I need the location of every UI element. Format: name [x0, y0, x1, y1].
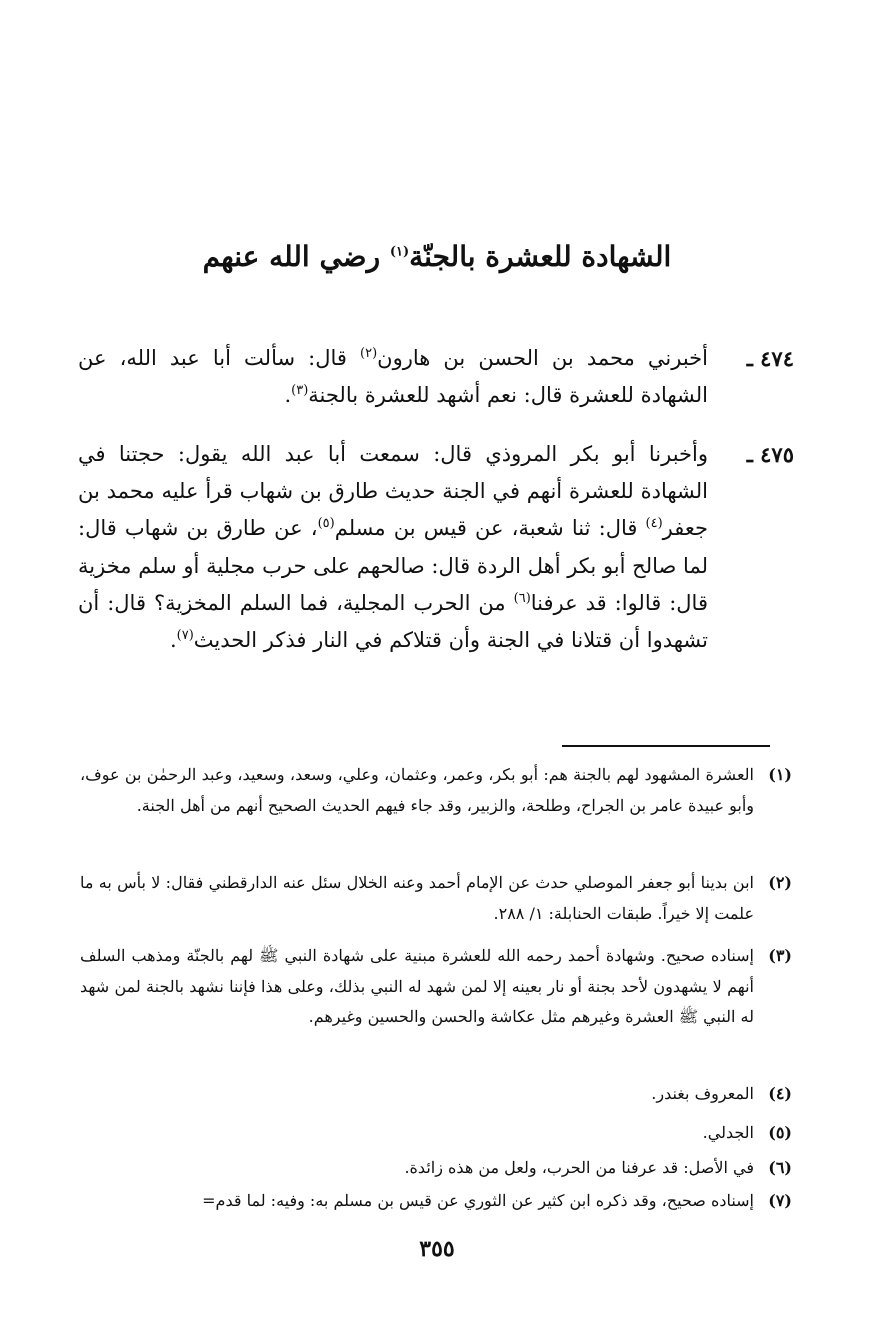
footnote-mark: (٢) [768, 873, 792, 892]
chapter-title-suffix: رضي الله عنهم [202, 240, 390, 273]
footnote-mark: (١) [768, 765, 792, 784]
entry-text-part: من الحرب المجلية، فما السلم المخزية؟ قال: أن تشهدوا أن قتلانا في الجنة وأن قتلاكم في النار فذكر الحديث [78, 590, 708, 653]
footnote-ref-6: (٦) [513, 590, 531, 606]
entry-number: ٤٧٤ ـ [746, 346, 794, 371]
chapter-title [120, 232, 754, 282]
footnote-mark: (٦) [768, 1158, 792, 1177]
footnote-7 [80, 1186, 792, 1217]
entry-text-part: أخبرني محمد بن الحسن بن هارون [377, 346, 708, 370]
footnote-ref-3: (٣) [291, 383, 309, 399]
entry-text-part: . [284, 383, 292, 408]
entry-text-part: وأخبرنا أبو بكر المروذي قال: سمعت أبا عبد الله يقول: حجتنا في الشهادة للعشرة أنهم في الجنة حديث طارق بن شهاب قرأ عليه محمد بن جعفر [78, 442, 708, 541]
footnote-ref-7: (٧) [176, 628, 194, 644]
footnote-text: الجدلي. [702, 1123, 754, 1142]
footnote-text: إسناده صحيح، وقد ذكره ابن كثير عن الثوري عن قيس بن مسلم به: وفيه: لما قدم= [202, 1191, 754, 1210]
entry-text [78, 340, 708, 414]
entry-number: ٤٧٥ ـ [746, 442, 794, 467]
footnote-ref-5: (٥) [317, 516, 335, 532]
entry-text-part: قال: ثنا شعبة، عن قيس بن مسلم [334, 516, 646, 541]
footnote-ref-2: (٢) [360, 346, 378, 361]
page-number: ٣٥٥ [419, 1236, 455, 1262]
footnote-1 [80, 760, 792, 821]
footnote-text: ابن بدينا أبو جعفر الموصلي حدث عن الإمام أحمد وعنه الخلال سئل عنه الدارقطني فقال: لا بأس به ما علمت إلا خيراً. طبقات الحنابلة: ١/ ٢٨٨. [80, 873, 754, 923]
footnote-mark: (٣) [768, 946, 792, 965]
footnote-mark: (٥) [768, 1123, 792, 1142]
footnote-text: في الأصل: قد عرفنا من الحرب، ولعل من هذه زائدة. [404, 1158, 754, 1177]
footnote-3 [80, 941, 792, 1033]
footnote-2 [80, 868, 792, 929]
footnote-text: العشرة المشهود لهم بالجنة هم: أبو بكر، وعمر، وعثمان، وعلي، وسعد، وسعيد، وعبد الرحمٰن بن عوف، وأبو عبيدة عامر بن الجراح، وطلحة، والزبير، وقد جاء فيهم الحديث الصحيح أنهم من أهل الجنة. [80, 765, 754, 815]
entry-text [78, 436, 708, 659]
footnote-ref-1: (١) [389, 244, 410, 260]
footnote-mark: (٤) [768, 1084, 792, 1103]
footnote-ref-4: (٤) [645, 516, 663, 532]
footnote-text: المعروف بغندر. [651, 1084, 754, 1103]
footnote-4 [80, 1079, 792, 1110]
hadith-entry-475 [78, 436, 794, 659]
hadith-entry-474 [78, 340, 794, 414]
footnote-divider [562, 745, 770, 747]
entry-text-part: . [169, 628, 177, 653]
entry-text-part: قال: سألت أبا عبد الله، عن الشهادة للعشرة قال: نعم أشهد للعشرة بالجنة [78, 346, 708, 408]
footnote-5 [80, 1118, 792, 1149]
footnote-6 [80, 1153, 792, 1184]
footnote-text: إسناده صحيح. وشهادة أحمد رحمه الله للعشرة مبنية على شهادة النبي ﷺ لهم بالجنّة ومذهب السلف أنهم لا يشهدون لأحد بجنة أو نار بعينه إلا لمن شهد له النبي بذلك، وعلى هذا فإننا نشهد بالجنة لمن شهد له النبي ﷺ العشرة وغيرهم مثل عكاشة والحسن والحسين وغيرهم. [80, 946, 754, 1027]
chapter-title-text: الشهادة للعشرة بالجنّة [409, 240, 672, 273]
entry-text-part: ، عن طارق بن شهاب قال: لما صالح أبو بكر أهل الردة قال: صالحهم على حرب مجلية أو سلم مخزية قال: قالوا: قد عرفنا [78, 516, 708, 615]
footnote-mark: (٧) [768, 1191, 792, 1210]
